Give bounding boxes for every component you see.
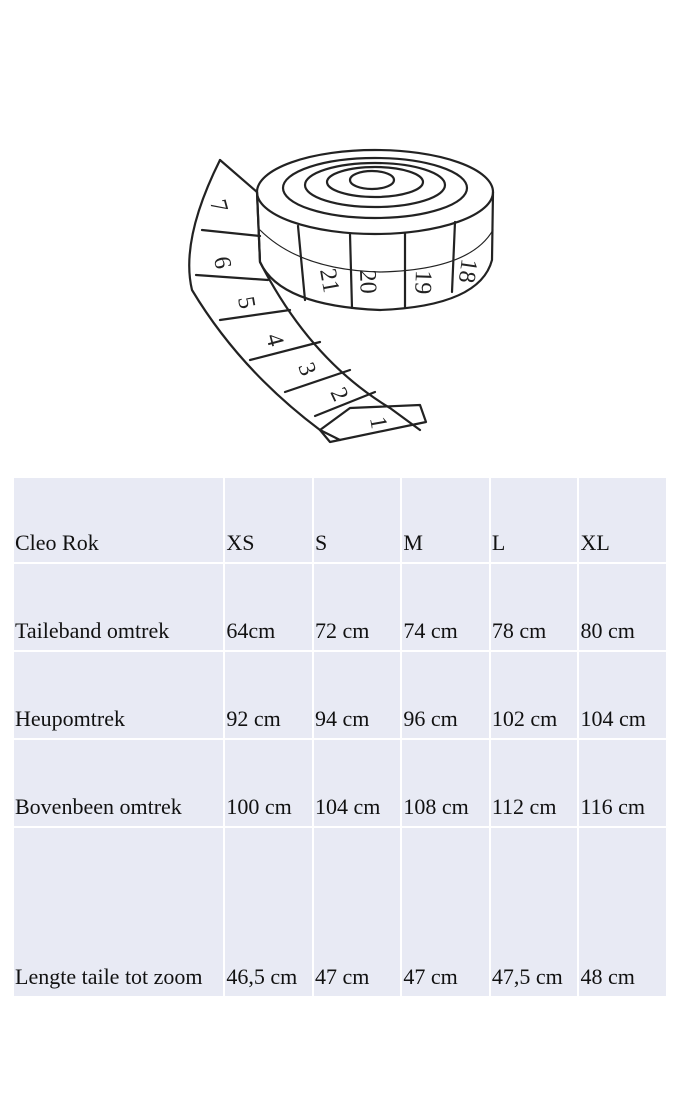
table-row <box>14 652 666 738</box>
table-header-row <box>14 478 666 562</box>
table-header-cell: L <box>491 478 578 562</box>
table-cell: 72 cm <box>314 564 400 650</box>
svg-text:4: 4 <box>260 330 289 350</box>
row-label: Bovenbeen omtrek <box>14 740 223 826</box>
table-header-cell: XS <box>225 478 312 562</box>
table-header-cell: XL <box>579 478 666 562</box>
table-cell: 92 cm <box>225 652 312 738</box>
table-cell: 80 cm <box>579 564 666 650</box>
table-cell: 64cm <box>225 564 312 650</box>
row-label: Lengte taile tot zoom <box>14 828 223 996</box>
table-cell: 104 cm <box>579 652 666 738</box>
svg-text:3: 3 <box>292 359 321 380</box>
measuring-tape-icon <box>180 130 500 450</box>
table-cell: 47 cm <box>314 828 400 996</box>
table-row <box>14 828 666 996</box>
table-cell: 74 cm <box>402 564 488 650</box>
table-cell: 48 cm <box>579 828 666 996</box>
svg-text:20: 20 <box>354 269 381 295</box>
table-cell: 104 cm <box>314 740 400 826</box>
table-header-cell: M <box>402 478 488 562</box>
table-cell: 108 cm <box>402 740 488 826</box>
svg-text:18: 18 <box>452 257 482 285</box>
table-cell: 46,5 cm <box>225 828 312 996</box>
table-cell: 96 cm <box>402 652 488 738</box>
table-cell: 47 cm <box>402 828 488 996</box>
size-table <box>12 476 668 998</box>
table-cell: 100 cm <box>225 740 312 826</box>
table-header-cell: Cleo Rok <box>14 478 223 562</box>
svg-text:1: 1 <box>364 414 392 431</box>
table-cell: 102 cm <box>491 652 578 738</box>
svg-text:21: 21 <box>314 266 344 295</box>
table-row <box>14 564 666 650</box>
table-cell: 47,5 cm <box>491 828 578 996</box>
svg-text:7: 7 <box>204 196 233 216</box>
table-cell: 94 cm <box>314 652 400 738</box>
table-cell: 116 cm <box>579 740 666 826</box>
svg-text:19: 19 <box>409 269 436 295</box>
svg-text:5: 5 <box>232 294 260 311</box>
row-label: Heupomtrek <box>14 652 223 738</box>
svg-text:2: 2 <box>324 383 354 406</box>
svg-text:6: 6 <box>208 254 236 271</box>
table-header-cell: S <box>314 478 400 562</box>
table-row <box>14 740 666 826</box>
row-label: Taileband omtrek <box>14 564 223 650</box>
table-cell: 112 cm <box>491 740 578 826</box>
table-cell: 78 cm <box>491 564 578 650</box>
